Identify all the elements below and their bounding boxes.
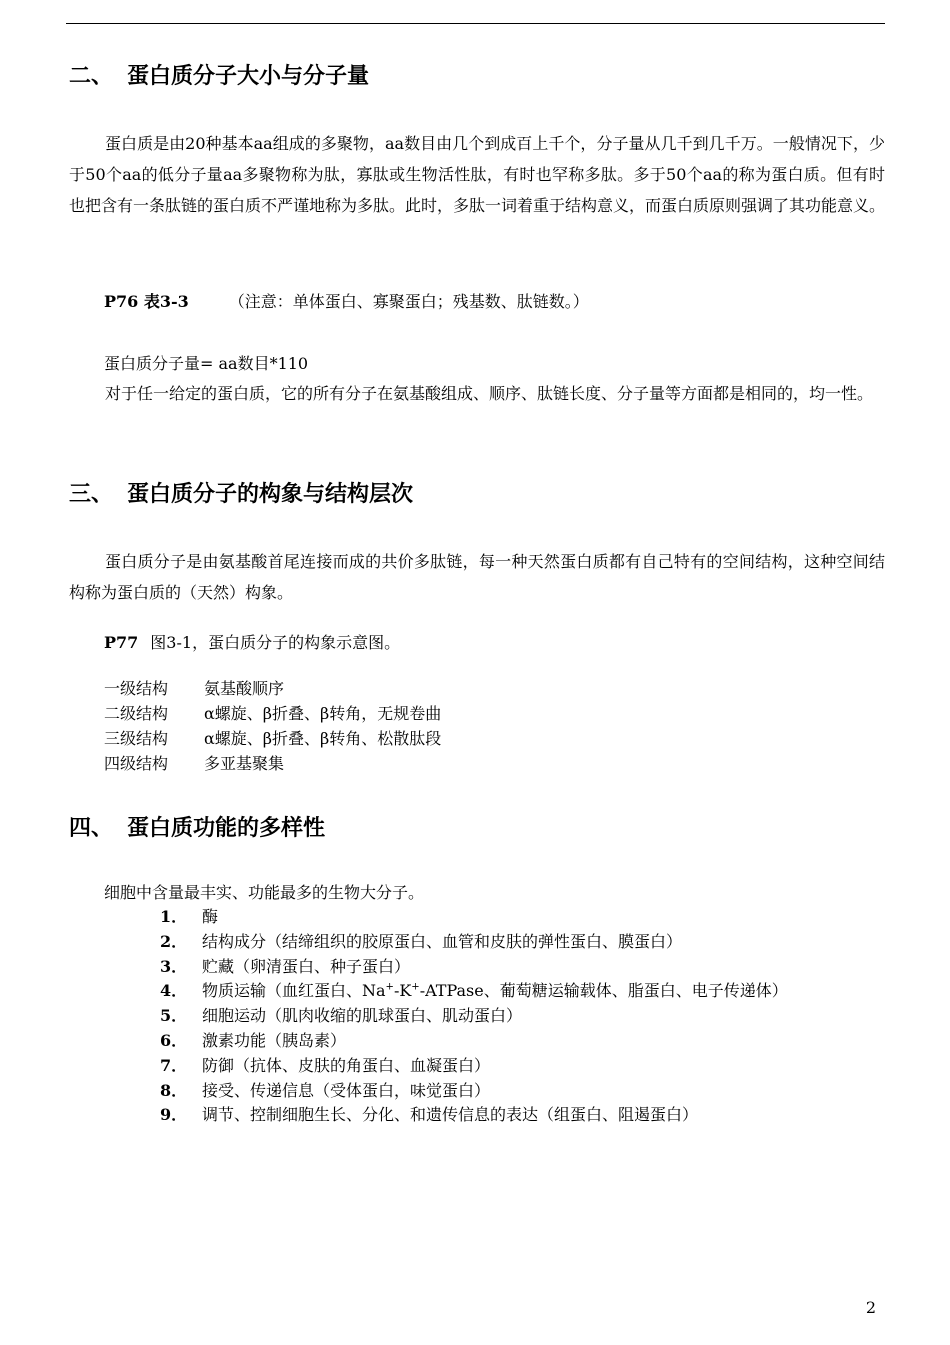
list-number: 8． [160,1080,188,1100]
list-item [160,1103,788,1128]
section-heading-4 [69,814,325,844]
list-text-post: -ATPase、葡萄糖运输载体、脂蛋白、电子传递体） [419,981,788,1001]
reference-label: P77 [104,633,139,652]
list-text: 结构成分（结缔组织的胶原蛋白、血管和皮肤的弹性蛋白、膜蛋白） [202,931,683,951]
list-item [160,955,788,980]
reference-text: 图3-1，蛋白质分子的构象示意图。 [150,633,401,652]
section-heading-2 [69,62,369,92]
list-text-mid: -K [393,981,412,1001]
structure-level-name: 一级结构 [104,679,169,698]
structure-level-name: 二级结构 [104,704,169,723]
structure-level-name: 三级结构 [104,729,169,748]
section-title: 蛋白质功能的多样性 [127,816,326,841]
list-item [160,1004,788,1029]
section-heading-3 [69,480,413,510]
superscript: + [385,982,394,994]
list-number: 7． [160,1055,188,1075]
list-item [160,905,788,930]
structure-level-desc: α螺旋、β折叠、β转角、松散肽段 [204,729,442,748]
list-item [160,1029,788,1054]
section-title: 蛋白质分子的构象与结构层次 [127,482,414,507]
section-number: 三、 [69,482,114,507]
reference-line [104,630,400,655]
structure-level-name: 四级结构 [104,754,169,773]
list-number: 6． [160,1030,188,1050]
structure-level-row [104,701,441,726]
list-number: 4． [160,981,188,1001]
section-title: 蛋白质分子大小与分子量 [127,64,370,89]
paragraph: 蛋白质分子是由氨基酸首尾连接而成的共价多肽链，每一种天然蛋白质都有自己特有的空间结构，这种空间结构称为蛋白质的（天然）构象。 [69,552,885,602]
list-text: 接受、传递信息（受体蛋白，味觉蛋白） [202,1080,491,1100]
structure-level-desc: 多亚基聚集 [204,754,285,773]
list-item [160,1054,788,1079]
list-number: 9． [160,1105,188,1125]
superscript: + [411,982,420,994]
header-rule [66,23,885,24]
structure-level-row [104,676,284,701]
list-text: 细胞运动（肌肉收缩的肌球蛋白、肌动蛋白） [202,1006,523,1026]
list-number: 2． [160,931,188,951]
structure-level-desc: 氨基酸顺序 [204,679,285,698]
list-item [160,930,788,955]
list-text: 调节、控制细胞生长、分化、和遗传信息的表达（组蛋白、阻遏蛋白） [202,1105,699,1125]
paragraph: 对于任一给定的蛋白质，它的所有分子在氨基酸组成、顺序、肽链长度、分子量等方面都是相同的，均一性。 [105,384,874,403]
list-text: 酶 [202,907,219,926]
list-number: 3． [160,956,188,976]
reference-line [104,289,589,314]
page-number: 2 [865,1298,876,1317]
list-item [160,1079,788,1104]
list-text: 贮藏（卵清蛋白、种子蛋白） [202,956,411,976]
structure-level-desc: α螺旋、β折叠、β转角，无规卷曲 [204,704,442,723]
section-number: 二、 [69,64,114,89]
list-text-pre: 物质运输（血红蛋白、Na [202,981,386,1001]
reference-note: （注意：单体蛋白、寡聚蛋白；残基数、肽链数。） [228,292,589,311]
structure-level-row [104,751,284,776]
list-text: 防御（抗体、皮肤的角蛋白、血凝蛋白） [202,1055,491,1075]
structure-level-row [104,726,441,751]
formula: 蛋白质分子量= aa数目*110 [104,354,309,373]
list-item [160,979,788,1004]
list-number: 5． [160,1006,188,1026]
list-text: 激素功能（胰岛素） [202,1030,347,1050]
function-list [160,905,788,1128]
list-number: 1． [160,907,188,926]
section-intro: 细胞中含量最丰实、功能最多的生物大分子。 [104,883,425,902]
reference-label: P76 表3-3 [104,292,189,311]
section-number: 四、 [69,816,114,841]
paragraph: 蛋白质是由20种基本aa组成的多聚物，aa数目由几个到成百上千个，分子量从几千到几千万。一般情况下，少于50个aa的低分子量aa多聚物称为肽，寡肽或生物活性肽，有时也罕称多肽。多于50个aa的称为蛋白质。但有时也把含有一条肽链的蛋白质不严谨地称为多肽。此时，多肽一词着重于结构意义，而蛋白质原则强调了其功能意义。 [69,134,886,215]
